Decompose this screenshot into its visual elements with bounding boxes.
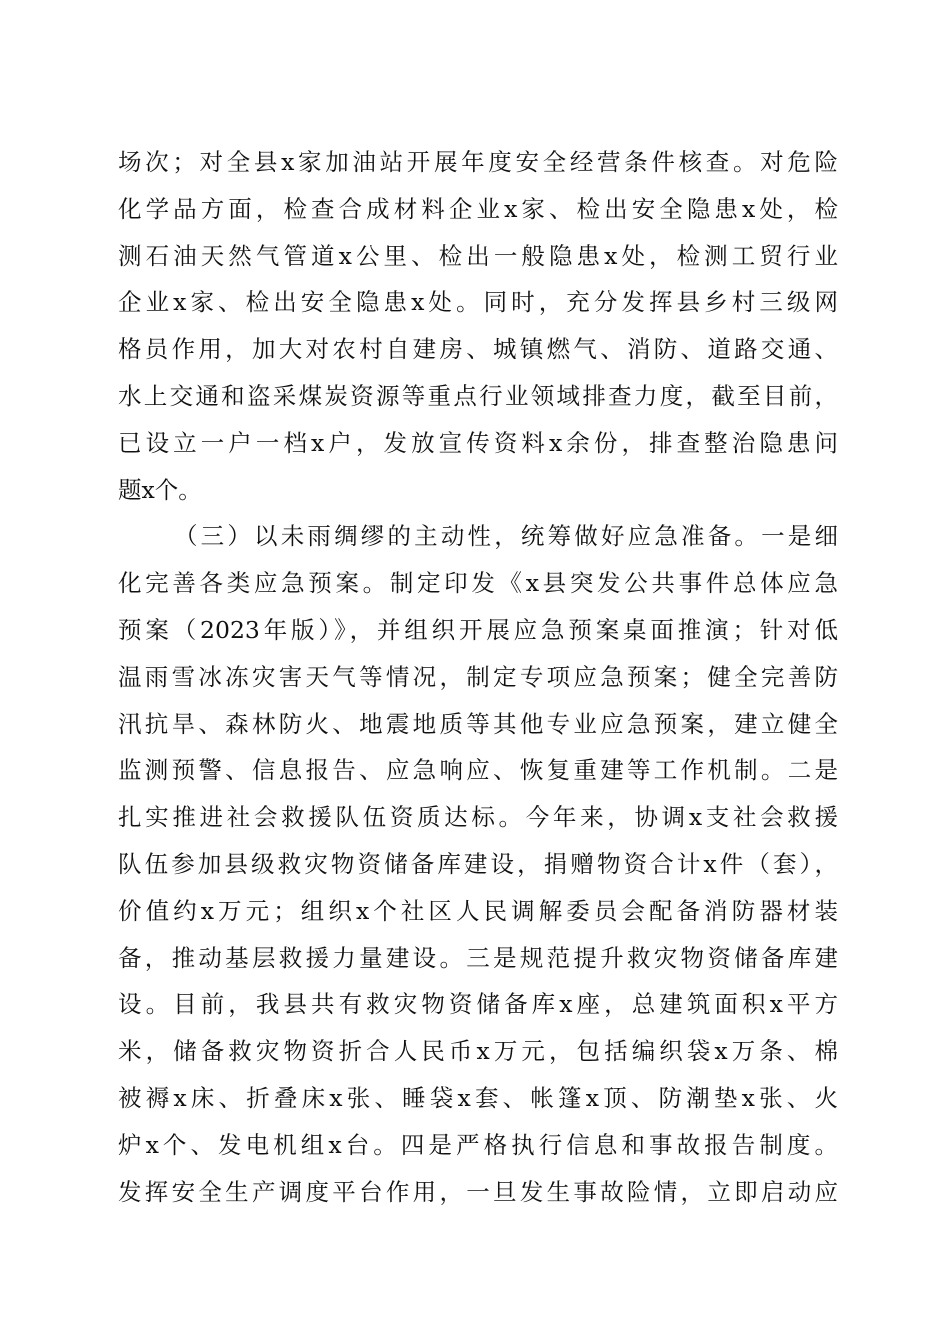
text-line-21: 被褥x床、折叠床x张、睡袋x套、帐篷x顶、防潮垫x张、火: [118, 1083, 838, 1112]
text-line-5: 格员作用，加大对农村自建房、城镇燃气、消防、道路交通、: [118, 335, 838, 364]
text-line-12: 温雨雪冰冻灾害天气等情况，制定专项应急预案；健全完善防: [118, 662, 838, 691]
text-line-18: 备，推动基层救援力量建设。三是规范提升救灾物资储备库建: [118, 943, 838, 972]
text-line-10: 化完善各类应急预案。制定印发《x县突发公共事件总体应急: [118, 569, 838, 598]
text-line-4: 企业x家、检出安全隐患x处。同时，充分发挥县乡村三级网: [118, 288, 838, 317]
section-heading-line: （三）以未雨绸缪的主动性，统筹做好应急准备。一是细: [174, 522, 838, 551]
text-line-13: 汛抗旱、森林防火、地震地质等其他专业应急预案，建立健全: [118, 709, 838, 738]
text-line-14: 监测预警、信息报告、应急响应、恢复重建等工作机制。二是: [118, 756, 838, 785]
text-line-20: 米，储备救灾物资折合人民币x万元，包括编织袋x万条、棉: [118, 1037, 838, 1066]
text-line-23: 发挥安全生产调度平台作用，一旦发生事故险情，立即启动应: [118, 1177, 838, 1206]
text-line-11: 预案（2023年版）》，并组织开展应急预案桌面推演；针对低: [118, 615, 838, 644]
text-line-19: 设。目前，我县共有救灾物资储备库x座，总建筑面积x平方: [118, 990, 838, 1019]
text-line-16: 队伍参加县级救灾物资储备库建设，捐赠物资合计x件（套），: [118, 849, 838, 878]
text-line-15: 扎实推进社会救援队伍资质达标。今年来，协调x支社会救援: [118, 803, 838, 832]
text-line-2: 化学品方面，检查合成材料企业x家、检出安全隐患x处，检: [118, 194, 838, 223]
text-line-22: 炉x个、发电机组x台。四是严格执行信息和事故报告制度。: [118, 1130, 838, 1159]
text-line-1: 场次；对全县x家加油站开展年度安全经营条件核查。对危险: [118, 148, 838, 176]
text-line-8: 题x个。: [118, 475, 202, 504]
text-line-7: 已设立一户一档x户，发放宣传资料x余份，排查整治隐患问: [118, 428, 838, 457]
text-line-3: 测石油天然气管道x公里、检出一般隐患x处，检测工贸行业: [118, 241, 838, 270]
text-line-17: 价值约x万元；组织x个社区人民调解委员会配备消防器材装: [118, 896, 838, 925]
text-line-6: 水上交通和盗采煤炭资源等重点行业领域排查力度，截至目前，: [118, 381, 838, 410]
document-body: [118, 144, 838, 1220]
